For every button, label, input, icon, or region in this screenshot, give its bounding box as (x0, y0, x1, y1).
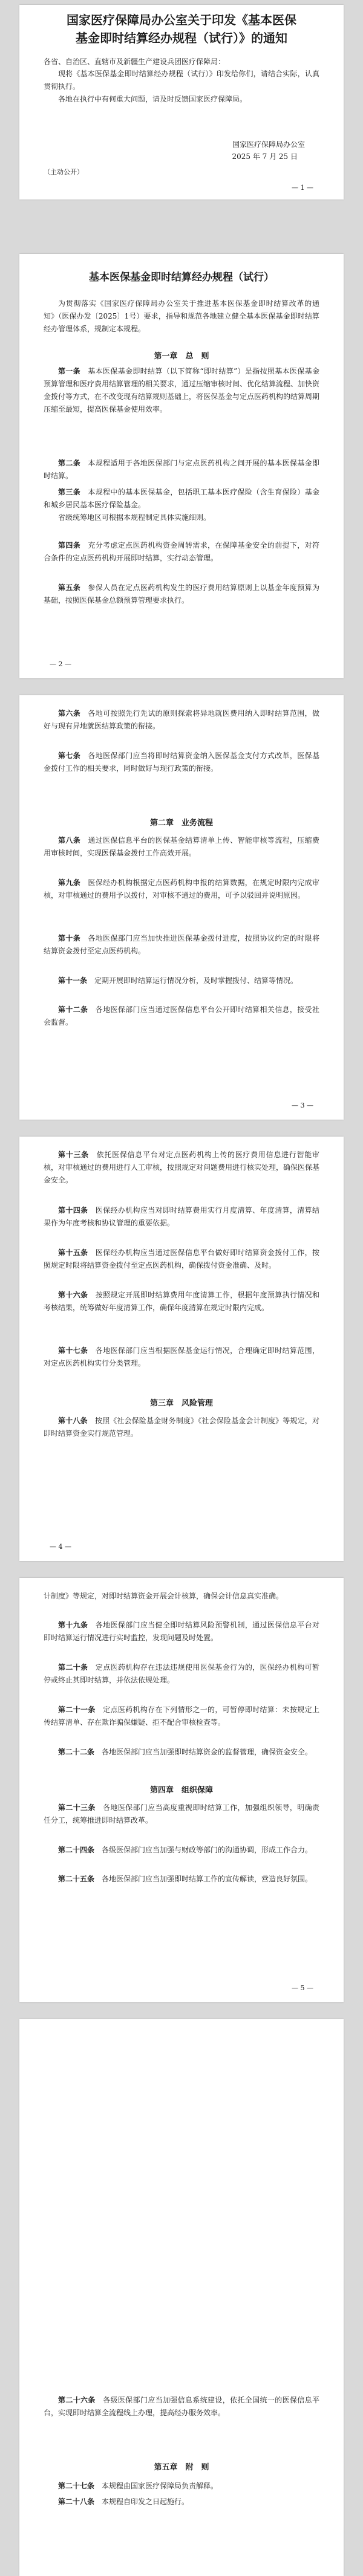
document-page-6 (19, 2019, 344, 2576)
article-text: 各地医保部门应当加强即时结算工作的宣传解读，营造良好氛围。 (102, 1875, 313, 1883)
article-text: 本规程由国家医疗保障局负责解释。 (102, 2482, 218, 2490)
article-lead: 第九条 (58, 878, 81, 887)
article-lead: 第十一条 (58, 976, 88, 985)
article-4 (44, 539, 319, 565)
article-lead: 第二十四条 (58, 1846, 95, 1854)
article-17 (44, 1345, 319, 1370)
article-19 (44, 1619, 319, 1644)
notice-body-2: 各地在执行中有何重大问题，请及时反馈国家医疗保障局。 (58, 95, 247, 103)
article-lead: 第十六条 (58, 1291, 88, 1299)
article-22 (44, 1746, 319, 1759)
article-text: 各地医保部门应当加强即时结算资金的监督管理，确保资金安全。 (102, 1748, 313, 1756)
notice-title-line2: 基金即时结算经办规程（试行）》的通知 (76, 31, 287, 45)
article-7 (44, 750, 319, 775)
article-lead: 第二十七条 (58, 2482, 95, 2490)
article-lead: 第五条 (58, 583, 81, 592)
notice-title-line1: 国家医疗保障局办公室关于印发《基本医保 (67, 13, 296, 27)
chapter-heading: 第四章 组织保障 (149, 1786, 213, 1795)
article-text: 各地医保部门应当健全即时结算风险预警机制，通过医保信息平台对即时结算运行情况进行实时监控，发现问题及时处置。 (44, 1621, 319, 1642)
article-28 (44, 2496, 319, 2508)
article-20 (44, 1661, 319, 1687)
document-page-2 (19, 254, 344, 678)
article-lead: 第三条 (58, 488, 81, 496)
document-page-5 (19, 1578, 344, 2002)
article-lead: 第八条 (58, 836, 81, 845)
article-lead: 第六条 (58, 709, 81, 718)
article-text: 参保人员在定点医药机构发生的医疗费用结算原则上以基金年度预算为基础，按照医保基金总额预算管理要求执行。 (44, 583, 319, 605)
article-lead: 第二十一条 (58, 1705, 96, 1714)
article-text: 按照《社会保险基金财务制度》《社会保险基金会计制度》等规定，对即时结算资金实行规范管理。 (44, 1416, 319, 1438)
article-lead: 第十三条 (58, 1150, 89, 1159)
article-lead: 第二十五条 (58, 1875, 95, 1883)
article-text: 充分考虑定点医药机构资金周转需求，在保障基金安全的前提下，对符合条件的定点医药机构开展即时结算，实行动态管理。 (44, 541, 319, 562)
article-12 (44, 1004, 319, 1029)
page-number: — 2 — (50, 660, 71, 668)
page-number: — 3 — (292, 1101, 313, 1109)
article-text: 本规程自印发之日起施行。 (102, 2497, 189, 2506)
chapter-heading: 第五章 附 则 (154, 2463, 209, 2472)
disclosure-label: （主动公开） (44, 168, 83, 176)
article-text: 按照规定开展即时结算费用年度清算工作，根据年度预算执行情况和考核结果，统筹做好年度清算工作，确保年度清算在规定时限内完成。 (44, 1291, 319, 1312)
signature-date: 2025 年 7 月 25 日 (232, 152, 298, 161)
article-text: 各级医保部门应当加强与财政等部门的沟通协调，形成工作合力。 (102, 1846, 313, 1854)
preface: 为贯彻落实《国家医疗保障局办公室关于推进基本医保基金即时结算改革的通知》（医保办发〔2025〕1号）要求，指导和规范各地建立健全基本医保基金即时结算经办管理体系，规制定本规程。 (44, 299, 319, 333)
article-text: 通过医保信息平台的医保基金结算清单上传、智能审核等流程，压缩费用审核时间，实现医保基金拨付工作高效开展。 (44, 836, 319, 857)
article-lead: 第十条 (58, 934, 81, 942)
article-lead: 第十五条 (58, 1248, 88, 1257)
article-6 (44, 707, 319, 733)
article-lead: 第七条 (58, 751, 81, 760)
article-lead: 第十九条 (58, 1621, 88, 1629)
signature-org: 国家医疗保障局办公室 (232, 140, 305, 149)
article-lead: 第一条 (58, 367, 81, 375)
regulation-title: 基本医保基金即时结算经办规程（试行） (89, 271, 274, 284)
article-lead: 第十七条 (58, 1346, 88, 1355)
article-text: 医保经办机构应当对即时结算费用实行月度清算、年度清算，清算结果作为年度考核和协议管理的重要依据。 (44, 1206, 319, 1227)
article-lead: 第十八条 (58, 1416, 88, 1425)
article-text: 各地可按照先行先试的原则探索将异地就医费用纳入即时结算范围，做好与现有异地就医结算政策的衔接。 (44, 709, 319, 730)
article-text: 医保经办机构根据定点医药机构申报的结算数据，在规定时限内完成审核，对审核通过的费用予以拨付，对审核不通过的费用，可予以驳回并说明原因。 (44, 878, 319, 900)
chapter-heading: 第三章 风险管理 (149, 1399, 213, 1408)
article-text: 定点医药机构存在违法违规使用医保基金行为的，医保经办机构可暂停或终止其即时结算，并依法依规处理。 (44, 1663, 319, 1684)
article-24 (44, 1844, 319, 1857)
article-text: 本规程适用于各地医保部门与定点医药机构之间开展的基本医保基金即时结算。 (44, 459, 319, 480)
article-14 (44, 1204, 319, 1230)
article-lead: 第二十六条 (58, 2396, 96, 2404)
article-text: 医保经办机构应当通过医保信息平台做好即时结算资金拨付工作，按照规定时限将结算资金拨付至定点医药机构，确保拨付资金准确、及时。 (44, 1248, 319, 1270)
article-23 (44, 1802, 319, 1827)
article-15 (44, 1247, 319, 1272)
page-number: — 4 — (50, 1543, 71, 1551)
article-lead: 第四条 (58, 541, 81, 550)
article-text: 本规程中的基本医保基金，包括职工基本医疗保险（含生育保险）基金和城乡居民基本医疗保险基金。 (44, 488, 319, 509)
article-13 (44, 1149, 319, 1187)
article-2 (44, 457, 319, 482)
article-lead: 第二十三条 (58, 1803, 96, 1812)
article-text: 省级统筹地区可根据本规程制定具体实施细则。 (58, 513, 211, 522)
salutation: 各省、自治区、直辖市及新疆生产建设兵团医疗保障局： (44, 57, 226, 66)
article-text: 各地医保部门应当将即时结算资金纳入医保基金支付方式改革，医保基金拨付工作的相关要求，同时做好与现行政策的衔接。 (44, 751, 319, 773)
article-lead: 第二十八条 (58, 2497, 95, 2506)
document-page-3 (19, 695, 344, 1120)
article-text: 各地医保部门应当高度重视即时结算工作，加强组织领导，明确责任分工，统筹推进即时结算改革。 (44, 1803, 319, 1825)
article-text: 定点医药机构存在下列情形之一的，可暂停即时结算：未按规定上传结算清单、存在欺诈骗保嫌疑、拒不配合审核检查等。 (44, 1705, 319, 1727)
article-text: 各级医保部门应当加强信息系统建设，依托全国统一的医保信息平台，实现即时结算全流程线上办理，提高经办服务效率。 (44, 2396, 319, 2417)
article-9 (44, 877, 319, 902)
page-number: — 1 — (292, 184, 313, 192)
article-3 (44, 486, 319, 524)
article-11 (44, 975, 319, 987)
article-text: 各地医保部门应当通过医保信息平台公开即时结算相关信息，接受社会监督。 (44, 1005, 319, 1027)
chapter-heading: 第一章 总 则 (154, 352, 209, 361)
article-text: 基本医保基金即时结算（以下简称“即时结算”）是指按照基本医保基金预算管理和医疗费用结算管理的相关要求，通过压缩审核时间、优化结算流程、加快资金拨付等方式，在不改变现有结算规则基础上，将医保基金与定点医药机构的结算周期压缩至最短，提高医保基金使用效率。 (44, 367, 320, 414)
article-1 (44, 365, 319, 416)
article-text: 定期开展即时结算运行情况分析，及时掌握拨付、结算等情况。 (94, 976, 298, 985)
article-lead: 第二十条 (58, 1663, 88, 1672)
article-21 (44, 1704, 319, 1729)
article-16 (44, 1289, 319, 1314)
article-27 (44, 2480, 319, 2493)
document-page-4 (19, 1137, 344, 1561)
page-number: — 5 — (292, 1984, 313, 1992)
article-8 (44, 834, 319, 860)
article-25 (44, 1873, 319, 1886)
article-lead: 第二十二条 (58, 1748, 95, 1756)
document-page-1 (19, 5, 344, 200)
article-lead: 第十二条 (58, 1005, 88, 1014)
continued-text: 计制度》等规定，对即时结算资金开展会计核算，确保会计信息真实准确。 (44, 1592, 284, 1600)
chapter-heading: 第二章 业务流程 (149, 819, 213, 828)
article-lead: 第十四条 (58, 1206, 88, 1215)
notice-body-1: 现将《基本医保基金即时结算经办规程（试行）》印发给你们，请结合实际，认真贯彻执行。 (44, 70, 319, 91)
article-18 (44, 1415, 319, 1440)
article-text: 各地医保部门应当根据医保基金运行情况，合理确定即时结算范围，对定点医药机构实行分类管理。 (44, 1346, 319, 1367)
article-10 (44, 932, 319, 958)
article-5 (44, 582, 319, 607)
article-text: 各地医保部门应当加快推进医保基金拨付进度，按照协议约定的时限将结算资金拨付至定点医药机构。 (44, 934, 319, 955)
article-text: 依托医保信息平台对定点医药机构上传的医疗费用信息进行智能审核，对审核通过的费用进行人工审核，按照规定对问题费用进行核实处理，确保医保基金安全。 (44, 1150, 320, 1184)
article-26 (44, 2394, 319, 2419)
article-lead: 第二条 (58, 459, 81, 467)
